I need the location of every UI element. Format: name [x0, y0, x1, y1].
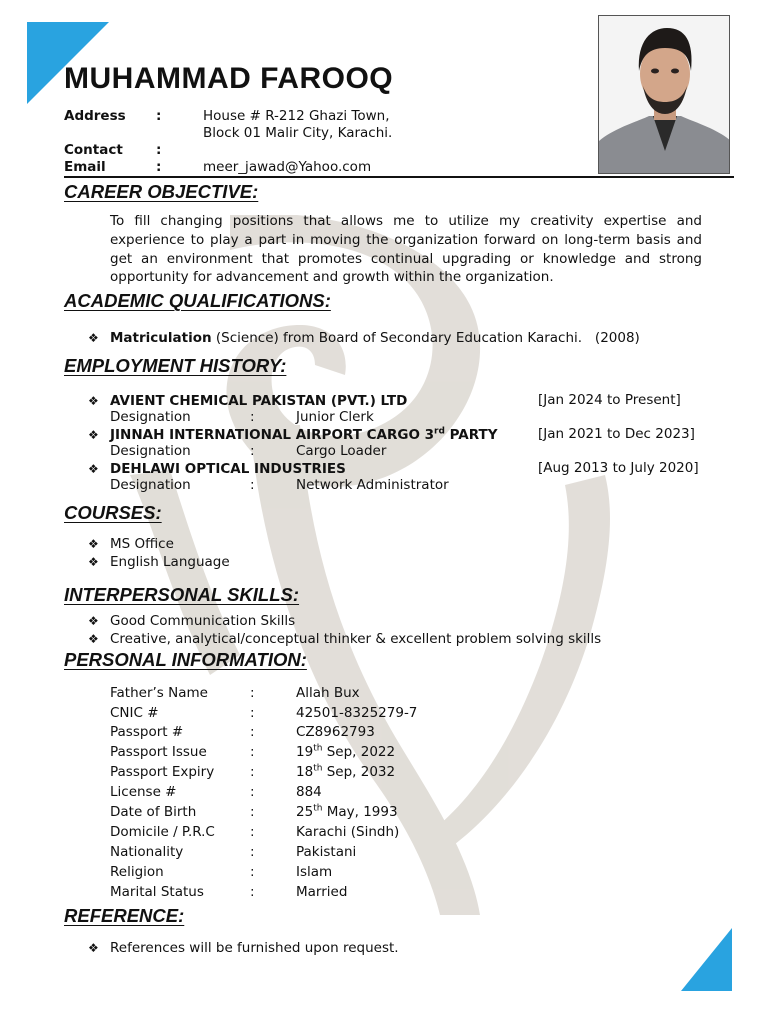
email-value: meer_jawad@Yahoo.com — [203, 159, 372, 175]
personal-value: 25th May, 1993 — [296, 803, 398, 820]
personal-label: Passport Expiry — [110, 764, 215, 780]
personal-colon: : — [250, 705, 255, 721]
course-name: English Language — [110, 554, 230, 570]
designation-colon: : — [250, 477, 255, 493]
diamond-bullet-icon: ❖ — [88, 632, 99, 646]
email-colon: : — [156, 159, 162, 175]
email-row — [64, 158, 544, 176]
personal-label: License # — [110, 784, 177, 800]
personal-label: Marital Status — [110, 884, 204, 900]
reference-item — [88, 939, 399, 957]
skill-text: Good Communication Skills — [110, 613, 296, 629]
personal-colon: : — [250, 844, 255, 860]
address-line-2: Block 01 Malir City, Karachi. — [203, 125, 393, 141]
skill-item — [88, 612, 295, 630]
personal-value: 19th Sep, 2022 — [296, 743, 396, 760]
diamond-bullet-icon: ❖ — [88, 428, 99, 442]
personal-value: Pakistani — [296, 844, 357, 860]
personal-label: Date of Birth — [110, 804, 197, 820]
email-label: Email — [64, 159, 106, 175]
personal-colon: : — [250, 724, 255, 740]
diamond-bullet-icon: ❖ — [88, 941, 99, 955]
career-objective-heading: CAREER OBJECTIVE: — [64, 181, 259, 202]
personal-label: Religion — [110, 864, 164, 880]
course-item — [88, 535, 174, 553]
job-period: [Aug 2013 to July 2020] — [538, 460, 699, 476]
personal-colon: : — [250, 764, 255, 780]
corner-triangle-bottom-right — [681, 928, 732, 991]
academic-heading: ACADEMIC QUALIFICATIONS: — [64, 290, 331, 311]
diamond-bullet-icon: ❖ — [88, 614, 99, 628]
address-row — [64, 107, 544, 143]
diamond-bullet-icon: ❖ — [88, 394, 99, 408]
profile-photo — [598, 15, 730, 174]
personal-label: CNIC # — [110, 705, 159, 721]
personal-value: 18th Sep, 2032 — [296, 763, 396, 780]
personal-value: Karachi (Sindh) — [296, 824, 400, 840]
job-period: [Jan 2024 to Present] — [538, 392, 681, 408]
academic-item — [88, 329, 640, 347]
personal-colon: : — [250, 744, 255, 760]
job-period: [Jan 2021 to Dec 2023] — [538, 426, 695, 442]
job-company: JINNAH INTERNATIONAL AIRPORT CARGO 3rd PARTY — [110, 426, 498, 443]
courses-heading: COURSES: — [64, 502, 162, 523]
designation-colon: : — [250, 409, 255, 425]
course-name: MS Office — [110, 536, 174, 552]
course-item — [88, 553, 230, 571]
personal-label: Nationality — [110, 844, 184, 860]
personal-value: Allah Bux — [296, 685, 360, 701]
contact-row — [64, 141, 544, 159]
skill-text: Creative, analytical/conceptual thinker & excellent problem solving skills — [110, 631, 602, 647]
diamond-bullet-icon: ❖ — [88, 537, 99, 551]
personal-value: Married — [296, 884, 348, 900]
designation-value: Junior Clerk — [296, 409, 374, 425]
employment-heading: EMPLOYMENT HISTORY: — [64, 355, 287, 376]
skill-item — [88, 630, 601, 648]
diamond-bullet-icon: ❖ — [88, 462, 99, 476]
job-company: AVIENT CHEMICAL PAKISTAN (PVT.) LTD — [110, 393, 408, 409]
reference-text: References will be furnished upon request. — [110, 940, 399, 956]
personal-label: Passport Issue — [110, 744, 207, 760]
career-objective-text: To fill changing positions that allows me to utilize my creativity expertise and experience to play a part in moving the organization forward on long-term basis and get an environment that promotes continual upgrading or knowledge and strong opportunity for advancement and growth within the organization. — [110, 213, 702, 286]
personal-label: Domicile / P.R.C — [110, 824, 215, 840]
skills-heading: INTERPERSONAL SKILLS: — [64, 584, 300, 605]
personal-value: 884 — [296, 784, 322, 800]
personal-colon: : — [250, 685, 255, 701]
designation-colon: : — [250, 443, 255, 459]
personal-value: Islam — [296, 864, 333, 880]
personal-colon: : — [250, 864, 255, 880]
contact-label: Contact — [64, 142, 123, 158]
personal-value: 42501-8325279-7 — [296, 705, 418, 721]
contact-colon: : — [156, 142, 162, 158]
designation-value: Cargo Loader — [296, 443, 387, 459]
diamond-bullet-icon: ❖ — [88, 555, 99, 569]
personal-colon: : — [250, 784, 255, 800]
personal-value: CZ8962793 — [296, 724, 375, 740]
designation-label: Designation — [110, 443, 191, 459]
address-colon: : — [156, 108, 162, 124]
personal-label: Father’s Name — [110, 685, 208, 701]
reference-heading: REFERENCE: — [64, 905, 185, 926]
personal-label: Passport # — [110, 724, 184, 740]
personal-colon: : — [250, 824, 255, 840]
designation-label: Designation — [110, 477, 191, 493]
diamond-bullet-icon: ❖ — [88, 331, 99, 345]
personal-heading: PERSONAL INFORMATION: — [64, 649, 307, 670]
candidate-name: MUHAMMAD FAROOQ — [64, 62, 394, 95]
address-line-1: House # R-212 Ghazi Town, — [203, 108, 390, 124]
academic-detail: (Science) from Board of Secondary Education Karachi. (2008) — [211, 330, 640, 346]
address-label: Address — [64, 108, 126, 124]
personal-colon: : — [250, 804, 255, 820]
designation-value: Network Administrator — [296, 477, 449, 493]
header-divider — [64, 176, 734, 178]
job-company: DEHLAWI OPTICAL INDUSTRIES — [110, 461, 346, 477]
personal-colon: : — [250, 884, 255, 900]
designation-label: Designation — [110, 409, 191, 425]
academic-degree: Matriculation — [110, 330, 212, 346]
